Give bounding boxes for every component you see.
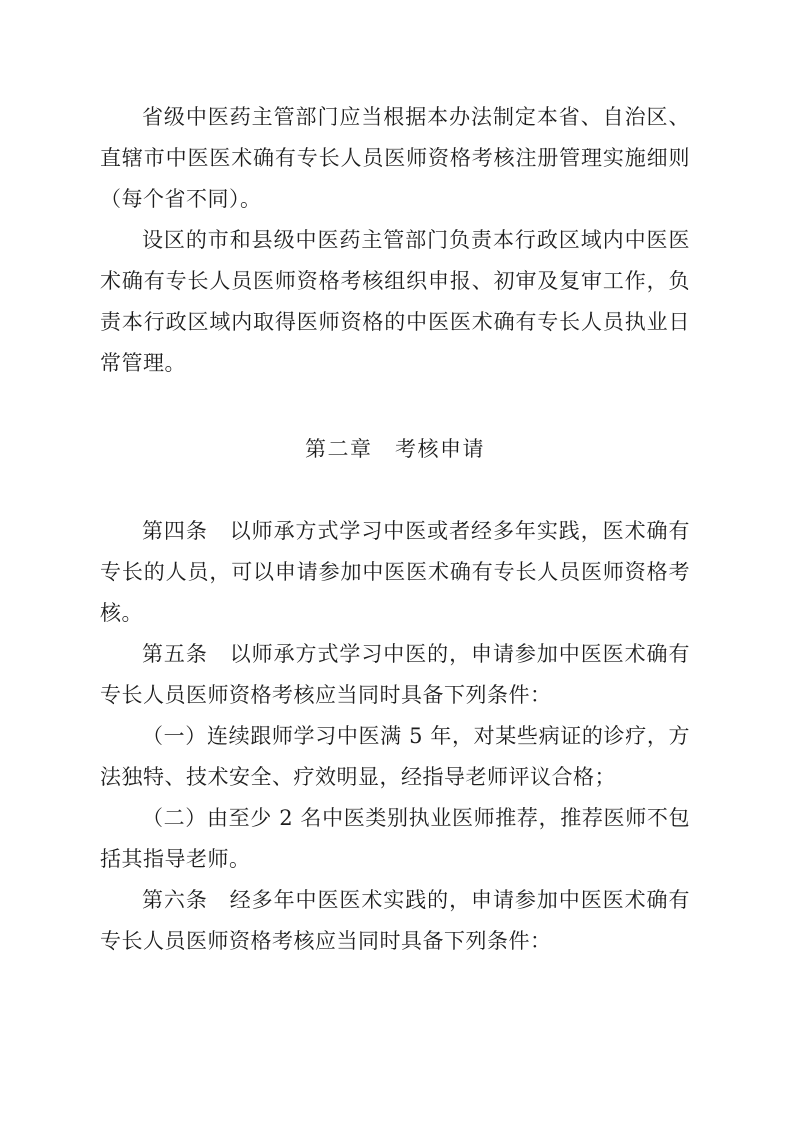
paragraph: 第六条 经多年中医医术实践的，申请参加中医医术确有专长人员医师资格考核应当同时具备下列条件： <box>100 888 690 953</box>
paragraph: 第四条 以师承方式学习中医或者经多年实践，医术确有专长的人员，可以申请参加中医医术确有专长人员医师资格考核。 <box>100 519 690 625</box>
document-body <box>100 0 690 962</box>
paragraph: （二）由至少 2 名中医类别执业医师推荐，推荐医师不包括其指导老师。 <box>100 806 690 871</box>
paragraph: 省级中医药主管部门应当根据本办法制定本省、自治区、直辖市中医医术确有专长人员医师资格考核注册管理实施细则（每个省不同）。 <box>100 105 690 211</box>
paragraph: 设区的市和县级中医药主管部门负责本行政区域内中医医术确有专长人员医师资格考核组织申报、初审及复审工作，负责本行政区域内取得医师资格的中医医术确有专长人员执业日常管理。 <box>100 228 690 375</box>
chapter-heading: 第二章 考核申请 <box>305 437 485 461</box>
paragraph: （一）连续跟师学习中医满 5 年，对某些病证的诊疗，方法独特、技术安全、疗效明显，经指导老师评议合格； <box>100 724 690 789</box>
paragraph: 第五条 以师承方式学习中医的，申请参加中医医术确有专长人员医师资格考核应当同时具备下列条件： <box>100 642 690 707</box>
